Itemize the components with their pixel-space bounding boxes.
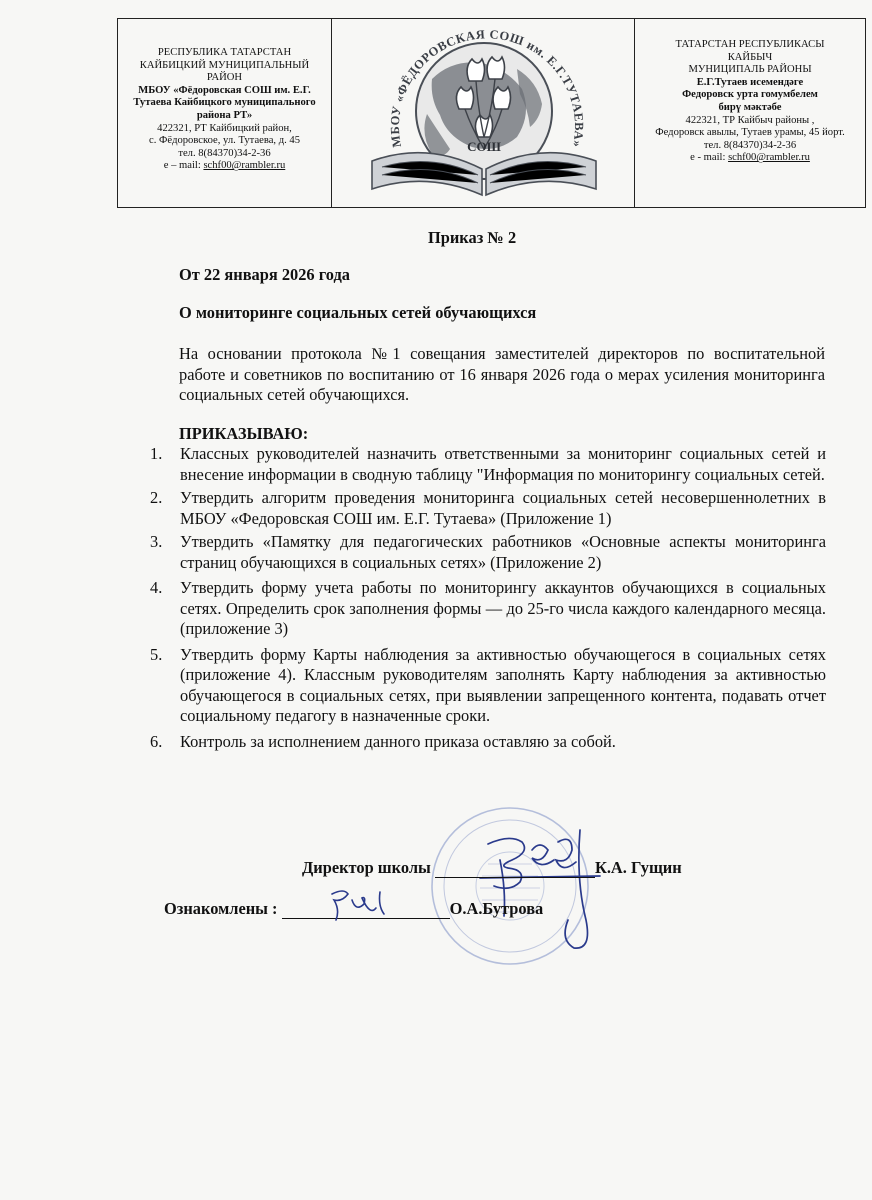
list-item bbox=[150, 645, 826, 727]
letterhead-line: КАЙБИЦКИЙ МУНИЦИПАЛЬНЫЙ bbox=[139, 59, 310, 71]
order-title: Приказ № 2 bbox=[428, 228, 517, 247]
item-text: Утвердить форму учета работы по мониторингу аккаунтов обучающихся в социальных сетях. Определить срок заполнения формы — до 25-го числа каждого календарного месяца. (приложение 3) bbox=[180, 578, 826, 638]
letterhead-line: 422321, РТ Кайбицкий район, bbox=[157, 122, 292, 134]
email-prefix: e - mail: bbox=[690, 152, 729, 164]
acquainted-signature bbox=[318, 886, 408, 926]
item-text: Контроль за исполнением данного приказа оставляю за собой. bbox=[180, 731, 616, 751]
director-signature-line bbox=[302, 858, 682, 878]
email-prefix: e – mail: bbox=[163, 160, 204, 172]
acquainted-label: Ознакомлены : bbox=[164, 899, 278, 918]
letterhead-line: ТАТАРСТАН РЕСПУБЛИКАСЫ bbox=[675, 39, 825, 50]
order-basis: На основании протокола №1 совещания заместителей директоров по воспитательной работе и советников по воспитанию от 16 января 2026 года о мерах усиления мониторинга социальных сетей обучающихся. bbox=[179, 344, 825, 404]
order-word: ПРИКАЗЫВАЮ: bbox=[179, 424, 309, 443]
email-link[interactable]: schf00@rambler.ru bbox=[203, 160, 286, 172]
school-logo bbox=[332, 19, 635, 206]
list-item bbox=[150, 732, 826, 753]
letterhead-line: Федоровск урта гомумбелем bbox=[682, 89, 818, 101]
item-text: Утвердить форму Карты наблюдения за активностью обучающегося в социальных сетях (приложение 4). Классным руководителям заполнять Карту наблюдения за активностью обучающегося в социальных сетях, при выявлении запрещенного контента, подавать отчет социальному педагогу в назначенные сроки. bbox=[180, 644, 826, 725]
letterhead-line: бирү мәктәбе bbox=[718, 101, 782, 113]
order-date: От 22 января 2026 года bbox=[179, 265, 350, 284]
director-signature bbox=[460, 820, 610, 960]
director-name: К.А. Гущин bbox=[594, 858, 682, 877]
svg-text:СОШ: СОШ bbox=[467, 139, 501, 154]
list-item bbox=[150, 488, 826, 529]
letterhead-email-line bbox=[122, 160, 327, 173]
item-text: Классных руководителей назначить ответственными за мониторинг социальных сетей и внесение информации в сводную таблицу "Информация по мониторингу социальных сетей. bbox=[180, 444, 826, 484]
item-number: 1. bbox=[150, 444, 163, 463]
signature-underline bbox=[435, 859, 595, 878]
school-logo-cell bbox=[332, 19, 635, 207]
item-text: Утвердить алгоритм проведения мониторинга социальных сетей несовершеннолетних в МБОУ «Федоровская СОШ им. Е.Г. Тутаева» (Приложение 1) bbox=[180, 488, 826, 528]
list-item bbox=[150, 532, 826, 573]
letterhead-line: 422321, ТР Кайбыч районы , bbox=[685, 114, 815, 126]
item-number: 4. bbox=[150, 578, 163, 597]
letterhead-line: РАЙОН bbox=[206, 72, 243, 84]
item-number: 6. bbox=[150, 731, 163, 751]
letterhead-russian bbox=[118, 19, 332, 207]
letterhead-line: МУНИЦИПАЛЬ РАЙОНЫ bbox=[688, 64, 812, 76]
letterhead-table bbox=[117, 18, 866, 208]
letterhead-email-line bbox=[639, 152, 861, 165]
letterhead-line: тел. 8(84370)34-2-36 bbox=[703, 139, 797, 151]
letterhead-line: РЕСПУБЛИКА ТАТАРСТАН bbox=[157, 47, 292, 58]
director-label: Директор школы bbox=[302, 858, 431, 877]
letterhead-line: Федоровск авылы, Тутаев урамы, 45 йорт. bbox=[655, 127, 845, 139]
letterhead-line: тел. 8(84370)34-2-36 bbox=[178, 147, 271, 159]
letterhead-line: КАЙБЫЧ bbox=[727, 51, 773, 63]
letterhead-line: Е.Г.Тутаев исемендәге bbox=[696, 76, 804, 88]
logo-arc-text: МБОУ «ФЁДОРОВСКАЯ СОШ им. Е.Г.ТУТАЕВА» bbox=[387, 27, 587, 149]
item-number: 3. bbox=[150, 532, 163, 551]
item-number: 5. bbox=[150, 644, 163, 664]
acquainted-name: О.А.Бутрова bbox=[449, 899, 544, 918]
email-link[interactable]: schf00@rambler.ru bbox=[728, 152, 810, 164]
item-number: 2. bbox=[150, 488, 163, 507]
order-subject: О мониторинге социальных сетей обучающихся bbox=[179, 303, 537, 322]
list-item bbox=[150, 578, 826, 640]
list-item bbox=[150, 444, 826, 485]
letterhead-line: района РТ» bbox=[196, 109, 253, 121]
letterhead-line: с. Фёдоровское, ул. Тутаева, д. 45 bbox=[149, 135, 300, 147]
item-text: Утвердить «Памятку для педагогических работников «Основные аспекты мониторинга страниц обучающихся в социальных сетях» (Приложение 2) bbox=[180, 532, 826, 572]
letterhead-tatar bbox=[635, 19, 865, 207]
letterhead-line: МБОУ «Фёдоровская СОШ им. Е.Г. bbox=[138, 84, 311, 96]
order-items-list bbox=[150, 444, 826, 755]
letterhead-line: Тутаева Кайбицкого муниципального bbox=[133, 97, 316, 109]
